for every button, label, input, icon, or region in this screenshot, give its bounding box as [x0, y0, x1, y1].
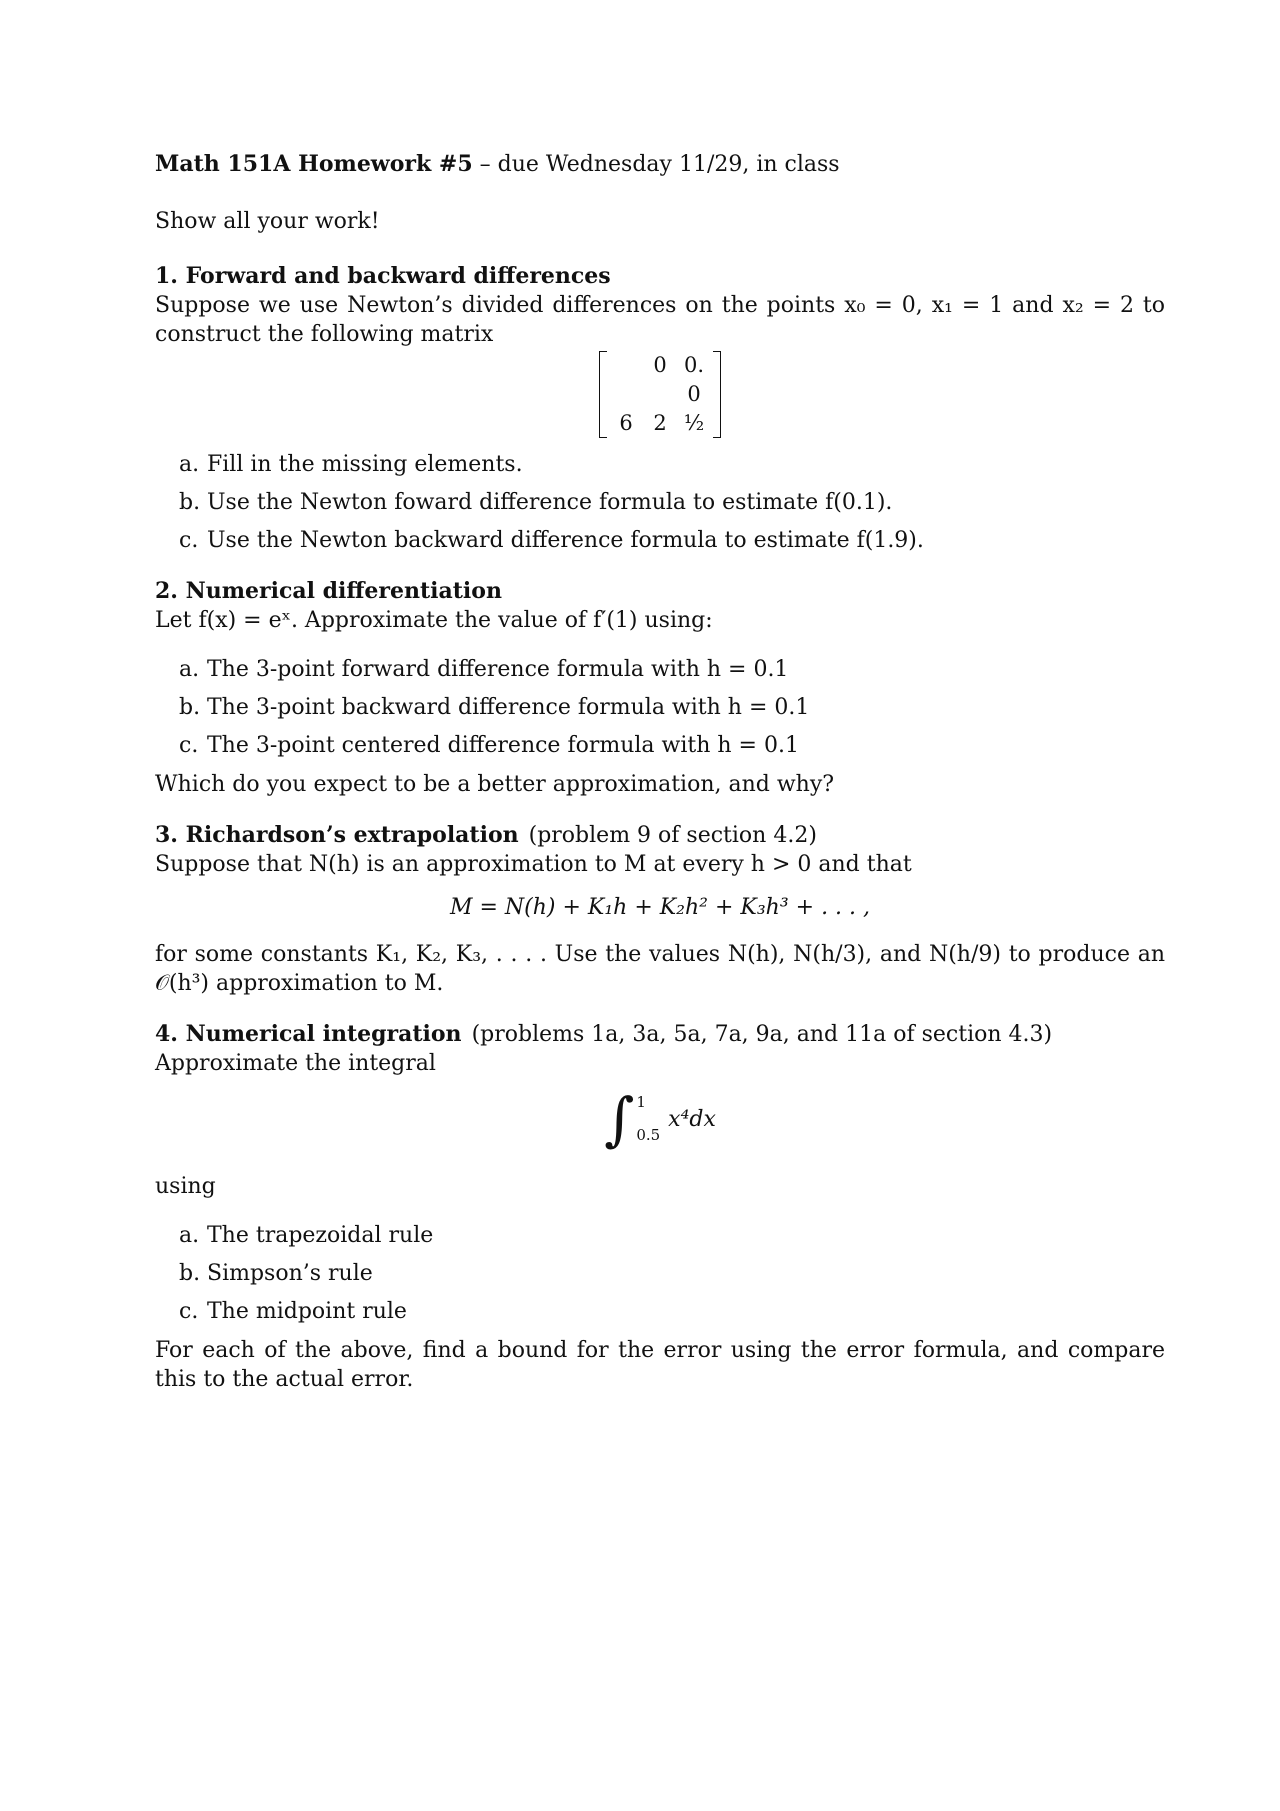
matrix-row [609, 351, 711, 380]
divided-differences-matrix [155, 351, 1165, 438]
list-item [179, 1221, 1165, 1250]
integral-lower-limit: 0.5 [636, 1126, 661, 1144]
item-label: c. [179, 1299, 199, 1324]
section-2-question: Which do you expect to be a better approximation, and why? [155, 772, 835, 797]
section-4-heading [155, 1020, 1165, 1049]
section-3-text: Suppose that N(h) is an approximation to M at every h > 0 and that [155, 852, 912, 877]
section-1-heading [155, 262, 1165, 291]
section-2-text: Let f(x) = eˣ. Approximate the value of f′(1) using: [155, 608, 713, 633]
integral-display [155, 1085, 1165, 1153]
matrix-cell: 2 [653, 411, 667, 435]
matrix-row [609, 409, 711, 438]
item-label: b. [179, 490, 201, 515]
matrix-table [609, 351, 711, 438]
integral-sign: ∫ [604, 1085, 635, 1153]
matrix-cell: 6 [619, 411, 633, 435]
item-label: b. [179, 1261, 201, 1286]
item-text: Use the Newton backward difference formula to estimate f(1.9). [207, 528, 924, 553]
matrix-cell [609, 380, 643, 409]
list-item [179, 1259, 1165, 1288]
section-2-heading-text: 2. Numerical differentiation [155, 578, 502, 604]
item-label: a. [179, 657, 200, 682]
richardson-equation: M = N(h) + K₁h + K₂h² + K₃h³ + . . . , [449, 895, 871, 920]
item-text: The 3-point centered difference formula with h = 0.1 [207, 733, 799, 758]
section-4-heading-text: 4. Numerical integration [155, 1021, 462, 1047]
item-text: The 3-point forward difference formula with h = 0.1 [207, 657, 789, 682]
list-item [179, 450, 1165, 479]
section-3-note: (problem 9 of section 4.2) [528, 823, 817, 848]
intro-text: Show all your work! [155, 209, 380, 234]
section-3-heading [155, 821, 1165, 850]
integrand: x⁴dx [668, 1106, 716, 1132]
matrix-cell [609, 351, 643, 380]
title-rest: – due Wednesday 11/29, in class [472, 152, 840, 177]
integral-limits [636, 1088, 660, 1150]
matrix-row [609, 380, 711, 409]
item-label: a. [179, 1223, 200, 1248]
item-label: a. [179, 452, 200, 477]
matrix-cell: 0 [653, 353, 667, 377]
matrix-cell: 0 [687, 382, 701, 406]
section-4 [155, 1020, 1165, 1394]
section-1-items [179, 450, 1165, 555]
matrix-cell: 0. [683, 353, 705, 377]
list-item [179, 1297, 1165, 1326]
matrix-cell [643, 380, 677, 409]
section-2-items [179, 655, 1165, 760]
list-item [179, 693, 1165, 722]
item-label: c. [179, 733, 199, 758]
section-4-note: (problems 1a, 3a, 5a, 7a, 9a, and 11a of section 4.3) [471, 1022, 1053, 1047]
homework-page [155, 150, 1165, 1416]
item-text: The midpoint rule [207, 1299, 407, 1324]
section-1-text: Suppose we use Newton’s divided differences on the points x₀ = 0, x₁ = 1 and x₂ = 2 to construct the following matrix [155, 293, 1165, 347]
item-label: b. [179, 695, 201, 720]
section-1 [155, 262, 1165, 555]
list-item [179, 731, 1165, 760]
section-3-after: for some constants K₁, K₂, K₃, . . . . Use the values N(h), N(h/3), and N(h/9) to produce an 𝒪(h³) approximation to M. [155, 942, 1165, 996]
list-item [179, 655, 1165, 684]
integral-upper-limit: 1 [636, 1093, 646, 1111]
section-4-using: using [155, 1174, 216, 1199]
item-text: The 3-point backward difference formula with h = 0.1 [207, 695, 810, 720]
section-4-text: Approximate the integral [155, 1051, 436, 1076]
item-text: The trapezoidal rule [207, 1223, 434, 1248]
section-3-heading-text: 3. Richardson’s extrapolation [155, 822, 519, 848]
matrix-cell: ½ [683, 411, 705, 435]
section-3 [155, 821, 1165, 998]
section-2 [155, 577, 1165, 799]
section-1-heading-text: 1. Forward and backward differences [155, 263, 611, 289]
item-text: Fill in the missing elements. [207, 452, 523, 477]
section-2-heading [155, 577, 1165, 606]
list-item [179, 526, 1165, 555]
item-text: Use the Newton foward difference formula to estimate f(0.1). [207, 490, 893, 515]
item-text: Simpson’s rule [207, 1261, 373, 1286]
section-4-after: For each of the above, find a bound for the error using the error formula, and compare this to the actual error. [155, 1338, 1165, 1392]
item-label: c. [179, 528, 199, 553]
section-4-items [179, 1221, 1165, 1326]
matrix [599, 351, 721, 438]
list-item [179, 488, 1165, 517]
title-bold: Math 151A Homework #5 [155, 151, 473, 177]
page-title [155, 150, 1165, 179]
